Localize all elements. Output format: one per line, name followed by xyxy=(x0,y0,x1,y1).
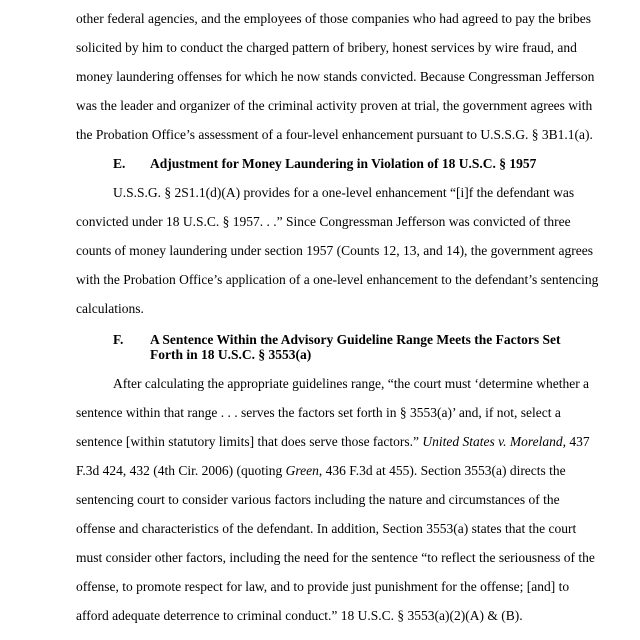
section-e-title: Adjustment for Money Laundering in Violation of 18 U.S.C. § 1957 xyxy=(150,156,537,171)
section-f-title-line-2: Forth in 18 U.S.C. § 3553(a) xyxy=(150,347,312,362)
paragraph-3-line-4 xyxy=(76,463,566,479)
paragraph-2-line-1: U.S.S.G. § 2S1.1(d)(A) provides for a one-level enhancement “[i]f the defendant was xyxy=(113,185,575,200)
paragraph-2-line-4: with the Probation Office’s application of a one-level enhancement to the defendant’s sentencing xyxy=(76,272,599,287)
paragraph-1-line-1: other federal agencies, and the employees of those companies who had agreed to pay the bribes xyxy=(76,11,592,26)
paragraph-3-line-1: After calculating the appropriate guidelines range, “the court must ‘determine whether a xyxy=(113,376,590,391)
paragraph-1-line-5: the Probation Office’s assessment of a four-level enhancement pursuant to U.S.S.G. § 3B1.1(a). xyxy=(76,127,593,142)
paragraph-1-line-3: money laundering offenses for which he now stands convicted. Because Congressman Jefferson xyxy=(76,69,595,84)
paragraph-3-line-6: offense and characteristics of the defendant. In addition, Section 3553(a) states that the court xyxy=(76,521,577,536)
paragraph-3-line-8: offense, to promote respect for law, and to provide just punishment for the offense; [and] to xyxy=(76,579,570,594)
section-e-number: E. xyxy=(113,156,126,171)
paragraph-3-line-4-text-b: , 436 F.3d at 455). Section 3553(a) directs the xyxy=(318,463,566,478)
paragraph-3-line-7: must consider other factors, including the need for the sentence “to reflect the seriousness of the xyxy=(76,550,595,565)
paragraph-2-line-5: calculations. xyxy=(76,301,144,316)
paragraph-2-line-2: convicted under 18 U.S.C. § 1957. . .” Since Congressman Jefferson was convicted of three xyxy=(76,214,571,229)
section-f-title-line-1: A Sentence Within the Advisory Guideline Range Meets the Factors Set xyxy=(150,332,561,347)
case-citation-green: Green xyxy=(285,463,319,478)
paragraph-3-line-3 xyxy=(76,434,590,450)
section-f-number: F. xyxy=(113,332,124,347)
paragraph-3-line-4-text-a: F.3d 424, 432 (4th Cir. 2006) (quoting xyxy=(76,463,286,478)
paragraph-1-line-2: solicited by him to conduct the charged pattern of bribery, honest services by wire fraud, and xyxy=(76,40,577,55)
case-citation-moreland: United States v. Moreland xyxy=(422,434,563,449)
paragraph-2-line-3: counts of money laundering under section 1957 (Counts 12, 13, and 14), the government agrees xyxy=(76,243,594,258)
paragraph-3-line-2: sentence within that range . . . serves the factors set forth in § 3553(a)’ and, if not, select a xyxy=(76,405,561,420)
paragraph-3-line-3-text-a: sentence [within statutory limits] that does serve those factors.” xyxy=(76,434,423,449)
paragraph-1-line-4: was the leader and organizer of the criminal activity proven at trial, the government agrees with xyxy=(76,98,593,113)
paragraph-3-line-3-text-b: , 437 xyxy=(562,434,590,449)
paragraph-3-line-5: sentencing court to consider various factors including the nature and circumstances of the xyxy=(76,492,560,507)
paragraph-3-line-9: afford adequate deterrence to criminal conduct.” 18 U.S.C. § 3553(a)(2)(A) & (B). xyxy=(76,608,523,623)
